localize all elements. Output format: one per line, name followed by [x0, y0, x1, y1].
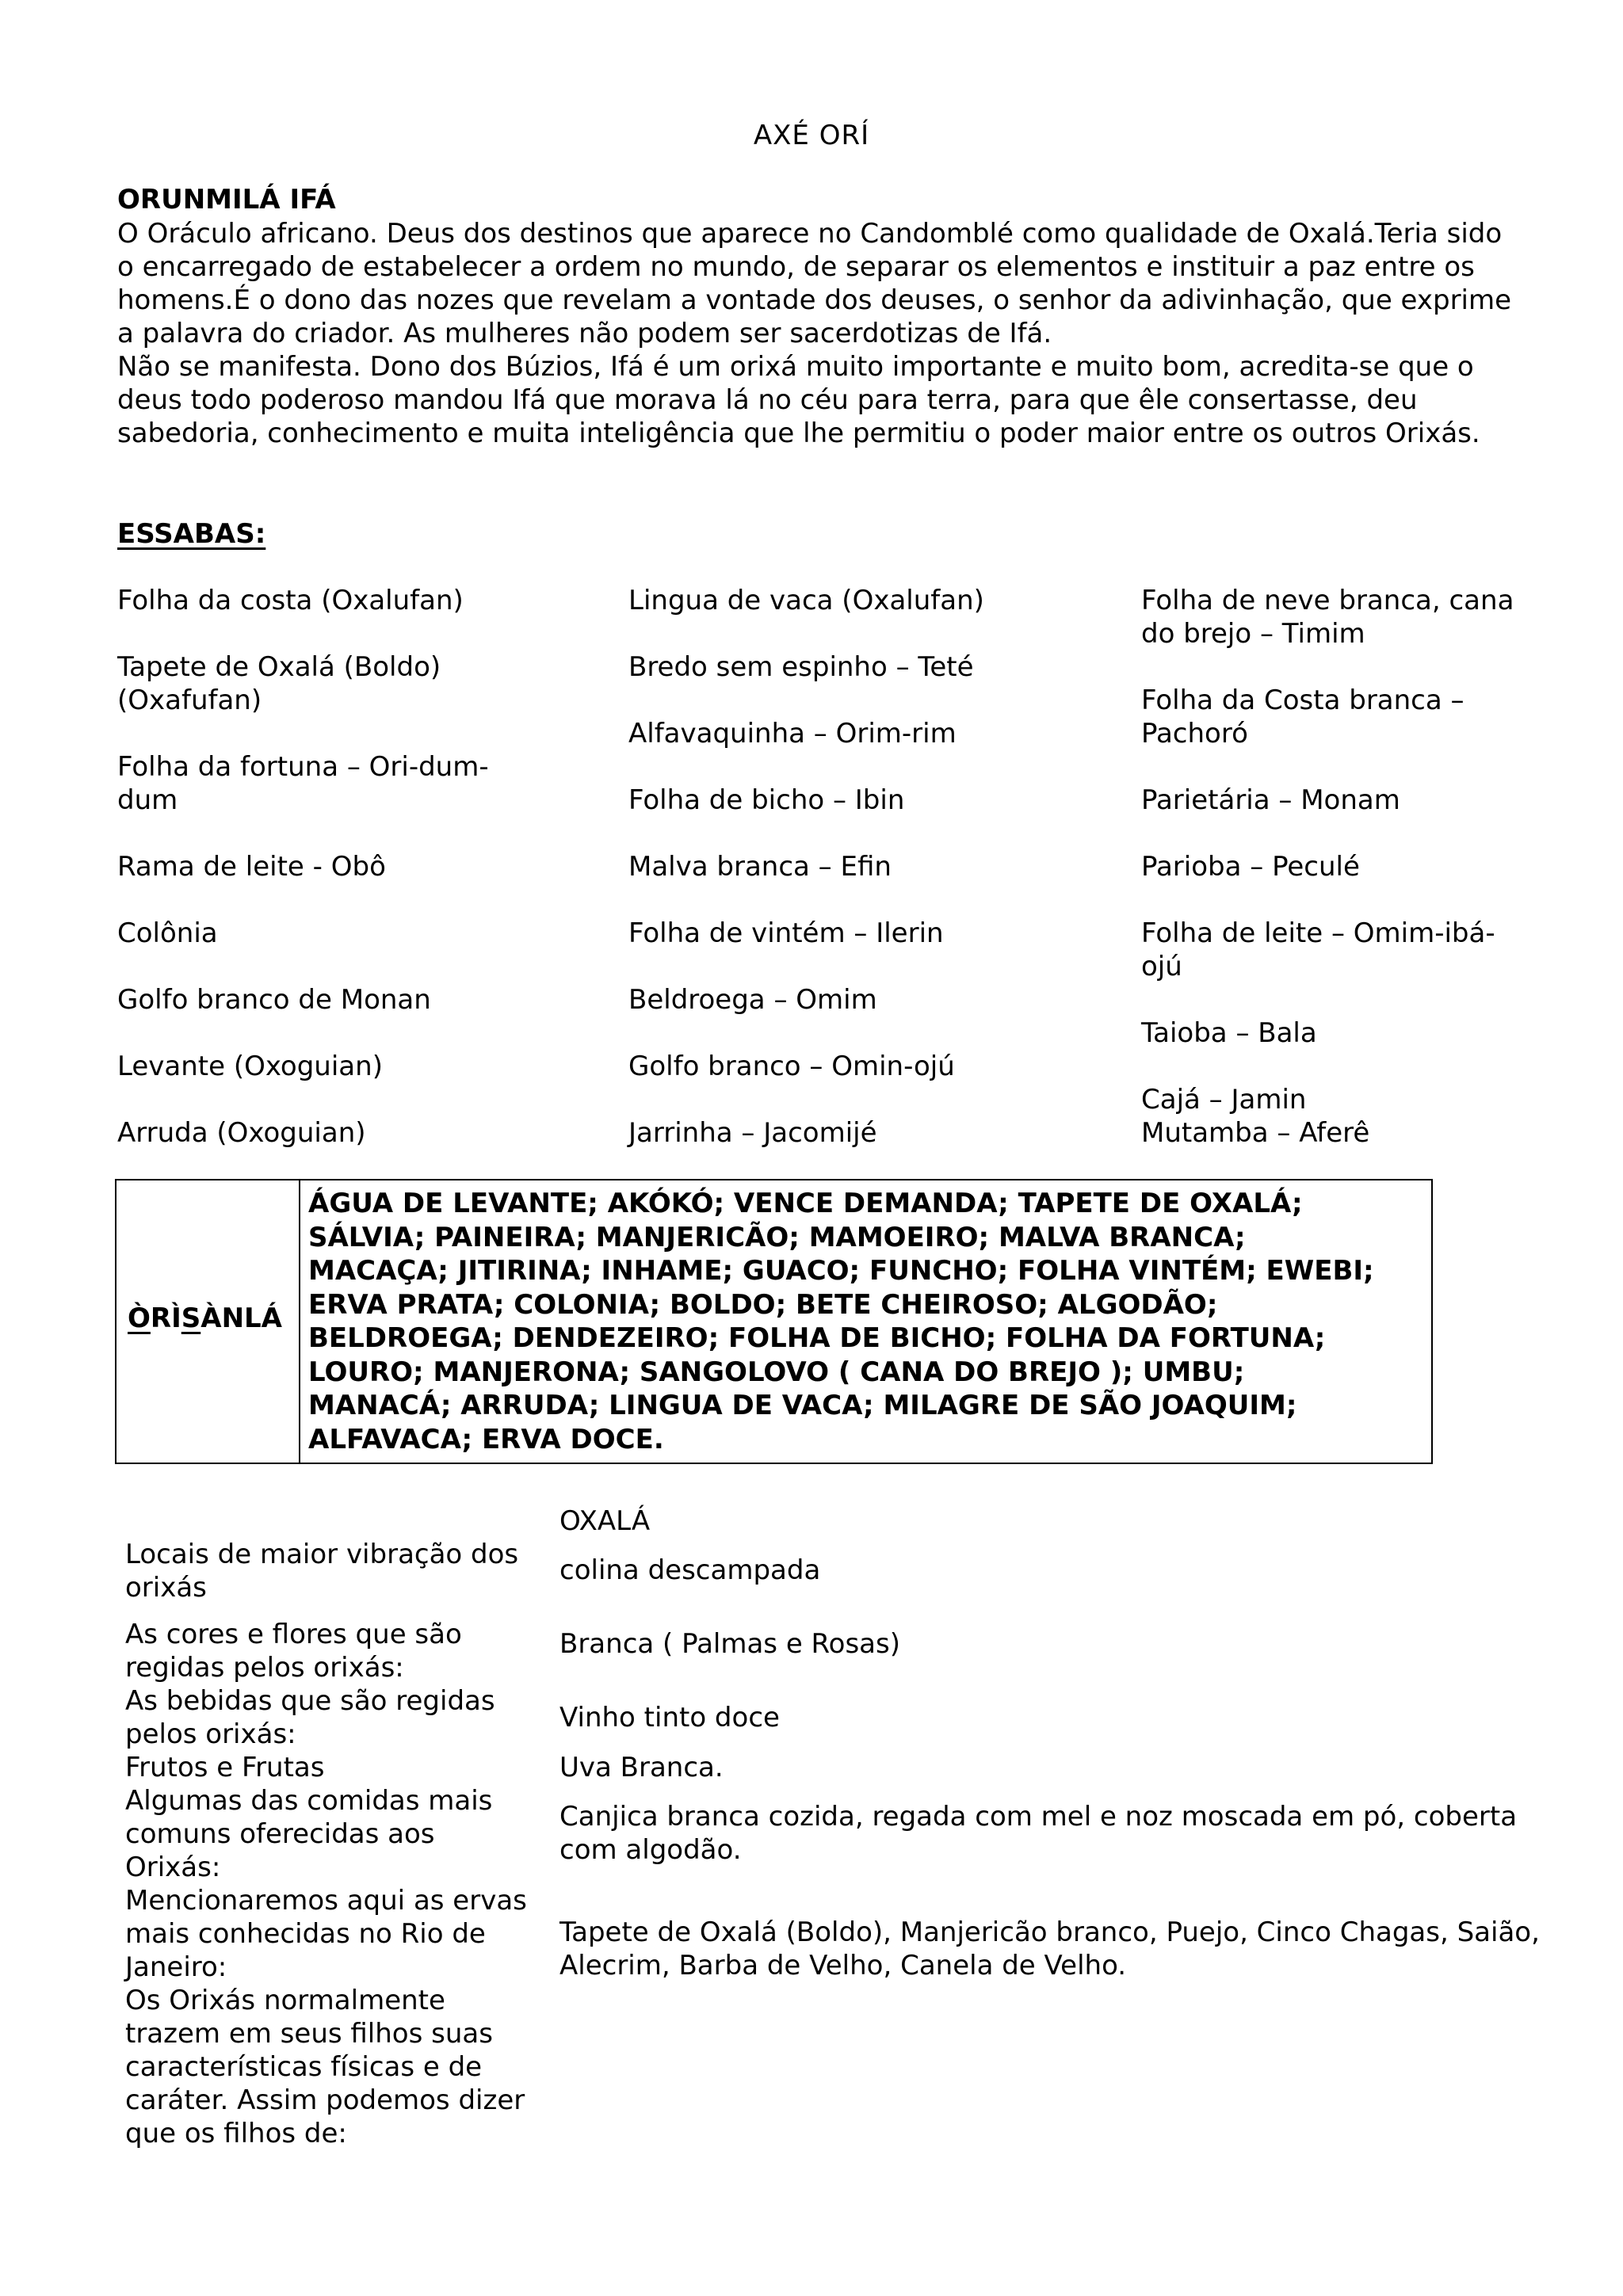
herb-item: Folha de vintém – Ilerin — [628, 917, 944, 949]
herb-item: Folha da costa (Oxalufan) — [117, 585, 464, 616]
herb-item: Folha de neve branca, cana do brejo – Timim — [1141, 585, 1514, 650]
herb-item: Levante (Oxoguian) — [117, 1051, 383, 1082]
paragraph-line: sabedoria, conhecimento e muita inteligência que lhe permitiu o poder maior entre os outros Orixás. — [117, 418, 1480, 449]
attribute-label: Algumas das comidas mais comuns oferecidas aos Orixás: — [125, 1785, 493, 1883]
attribute-label: Os Orixás normalmente trazem em seus filhos suas características físicas e de caráter. Assim podemos dizer que os filhos de: — [125, 1985, 525, 2149]
attribute-value: Vinho tinto doce — [559, 1702, 780, 1733]
herb-item: Folha de bicho – Ibin — [628, 784, 905, 816]
herb-item: Folha de leite – Omim-ibá- ojú — [1141, 917, 1495, 982]
herb-item: Lingua de vaca (Oxalufan) — [628, 585, 984, 616]
herb-item: Colônia — [117, 917, 218, 949]
herb-list-line: ERVA PRATA; COLONIA; BOLDO; BETE CHEIROSO; ALGODÃO; — [308, 1288, 1218, 1321]
herb-item: Rama de leite - Obô — [117, 851, 386, 883]
herb-list-line: ALFAVACA; ERVA DOCE. — [308, 1423, 664, 1455]
herb-item: Folha da Costa branca – Pachoró — [1141, 685, 1465, 749]
herb-list-line: BELDROEGA; DENDEZEIRO; FOLHA DE BICHO; FOLHA DA FORTUNA; — [308, 1322, 1326, 1354]
attribute-label: Locais de maior vibração dos orixás — [125, 1539, 519, 1604]
orixa-column-heading: OXALÁ — [559, 1505, 651, 1537]
attribute-value: Branca ( Palmas e Rosas) — [559, 1628, 900, 1660]
orunmila-paragraph — [117, 217, 1568, 450]
herb-item: Malva branca – Efin — [628, 851, 892, 883]
paragraph-line: a palavra do criador. As mulheres não podem ser sacerdotizas de Ifá. — [117, 318, 1052, 349]
attribute-value: colina descampada — [559, 1554, 821, 1586]
attribute-label: Mencionaremos aqui as ervas mais conhecidas no Rio de Janeiro: — [125, 1885, 527, 1983]
herb-list-line: SÁLVIA; PAINEIRA; MANJERICÃO; MAMOEIRO; MALVA BRANCA; — [308, 1221, 1246, 1253]
orisanla-name: ÒRÌSÀNLÁ — [128, 1302, 282, 1334]
paragraph-line: O Oráculo africano. Deus dos destinos que aparece no Candomblé como qualidade de Oxalá.Teria sido — [117, 218, 1503, 250]
paragraph-line: Não se manifesta. Dono dos Búzios, Ifá é um orixá muito importante e muito bom, acredita-se que o — [117, 351, 1474, 383]
herb-item: Tapete de Oxalá (Boldo) (Oxafufan) — [117, 651, 441, 716]
herb-item: Parioba – Peculé — [1141, 851, 1360, 883]
herb-item: Parietária – Monam — [1141, 784, 1400, 816]
attribute-label: As cores e flores que são regidas pelos orixás: — [125, 1619, 462, 1684]
herb-item: Golfo branco de Monan — [117, 984, 431, 1016]
herb-item: Cajá – Jamin — [1141, 1084, 1307, 1116]
herb-list-line: MANACÁ; ARRUDA; LINGUA DE VACA; MILAGRE DE SÃO JOAQUIM; — [308, 1390, 1297, 1421]
herb-list-line: MACAÇA; JITIRINA; INHAME; GUACO; FUNCHO; FOLHA VINTÉM; EWEBI; — [308, 1255, 1374, 1287]
herb-list-line: LOURO; MANJERONA; SANGOLOVO ( CANA DO BREJO ); UMBU; — [308, 1356, 1245, 1388]
orunmila-heading: ORUNMILÁ IFÁ — [117, 184, 336, 215]
herb-item: Golfo branco – Omin-ojú — [628, 1051, 955, 1082]
essabas-heading: ESSABAS: — [117, 518, 266, 550]
attribute-label: As bebidas que são regidas pelos orixás: — [125, 1685, 495, 1750]
herb-item: Folha da fortuna – Ori-dum- dum — [117, 751, 489, 816]
orisanla-herbs-table — [115, 1179, 1433, 1464]
orisanla-name-cell — [116, 1180, 300, 1463]
orisanla-herb-list — [308, 1187, 1422, 1456]
paragraph-line: homens.É o dono das nozes que revelam a vontade dos deuses, o senhor da adivinhação, que exprime — [117, 284, 1512, 316]
herb-list-line: ÁGUA DE LEVANTE; AKÓKÓ; VENCE DEMANDA; TAPETE DE OXALÁ; — [308, 1188, 1303, 1219]
document-title: AXÉ ORÍ — [753, 120, 870, 151]
herb-item: Beldroega – Omim — [628, 984, 877, 1016]
attribute-label: Frutos e Frutas — [125, 1752, 325, 1783]
attribute-value: Tapete de Oxalá (Boldo), Manjericão branco, Puejo, Cinco Chagas, Saião, Alecrim, Barba de Velho, Canela de Velho. — [559, 1917, 1540, 1981]
attribute-value: Canjica branca cozida, regada com mel e noz moscada em pó, coberta com algodão. — [559, 1801, 1518, 1866]
herb-item: Bredo sem espinho – Teté — [628, 651, 974, 683]
paragraph-line: o encarregado de estabelecer a ordem no mundo, de separar os elementos e instituir a paz entre os — [117, 251, 1475, 283]
herb-item: Alfavaquinha – Orim-rim — [628, 718, 957, 749]
paragraph-line: deus todo poderoso mandou Ifá que morava lá no céu para terra, para que êle consertasse, deu — [117, 384, 1418, 416]
attribute-value: Uva Branca. — [559, 1752, 724, 1783]
herb-item: Arruda (Oxoguian) — [117, 1117, 366, 1149]
herb-item: Taioba – Bala — [1141, 1017, 1317, 1049]
herb-item: Jarrinha – Jacomijé — [628, 1117, 877, 1149]
herb-item: Mutamba – Aferê — [1141, 1117, 1370, 1149]
